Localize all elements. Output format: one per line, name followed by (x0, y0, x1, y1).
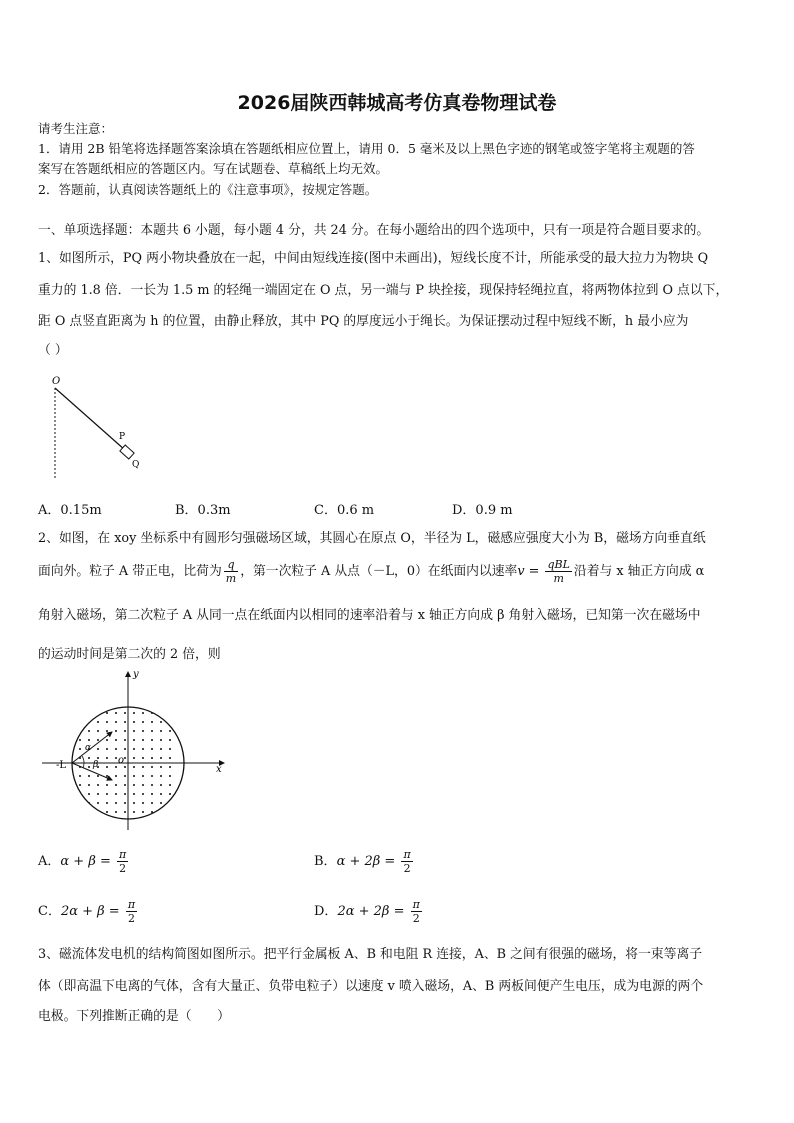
field-dot (124, 730, 126, 732)
neg-L-label: -L (56, 760, 67, 771)
field-dot (106, 712, 108, 714)
charge-mass-fraction: $\frac{q}{m}$ (225, 558, 237, 585)
beta-label: β (93, 760, 99, 770)
field-dot (79, 784, 81, 786)
field-dot (106, 802, 108, 804)
field-dot (169, 757, 171, 759)
field-dot (142, 802, 144, 804)
field-dot (88, 766, 90, 768)
field-dot (169, 730, 171, 732)
field-dot (151, 739, 153, 741)
field-dot (151, 793, 153, 795)
q1-text: 距 O 点竖直距离为 h 的位置，由静止释放，其中 PQ 的厚度远小于绳长。为保证摆动过程中短线不断，h 最小应为 (38, 314, 689, 329)
field-dot (124, 766, 126, 768)
field-dot (160, 730, 162, 732)
field-dot (151, 811, 153, 813)
field-dot (124, 784, 126, 786)
field-dot (160, 748, 162, 750)
field-dot (160, 811, 162, 813)
field-dot (106, 811, 108, 813)
field-dot (88, 793, 90, 795)
field-dot (169, 775, 171, 777)
field-dot (88, 757, 90, 759)
field-dot (160, 775, 162, 777)
field-dot (151, 730, 153, 732)
q2-text-line2 (38, 558, 758, 585)
q2-magnetic-field-figure (38, 668, 238, 833)
field-dot (151, 721, 153, 723)
field-dot (88, 739, 90, 741)
field-dot (79, 712, 81, 714)
q1-option-d: D．0.9 m (452, 503, 513, 518)
notice-heading: 请考生注意： (38, 121, 114, 136)
field-dot (97, 793, 99, 795)
field-dot (133, 721, 135, 723)
field-dot (115, 730, 117, 732)
page-title: 2026届陕西韩城高考仿真卷物理试卷 (237, 92, 557, 114)
field-dot (124, 793, 126, 795)
field-dot (142, 757, 144, 759)
field-dot (79, 748, 81, 750)
field-dot (88, 775, 90, 777)
field-dot (169, 739, 171, 741)
field-dot (79, 811, 81, 813)
field-dot (142, 712, 144, 714)
q1-text: 重力的 1.8 倍．一长为 1.5 m 的轻绳一端固定在 O 点，另一端与 P 块拴接，现保持轻绳拉直，将两物体拉到 O 点以下， (38, 283, 729, 298)
field-dot (142, 721, 144, 723)
field-dot (97, 730, 99, 732)
field-dot (124, 811, 126, 813)
field-dot (133, 793, 135, 795)
field-dot (115, 712, 117, 714)
field-dot (160, 802, 162, 804)
field-dot (115, 793, 117, 795)
field-dot (124, 775, 126, 777)
field-dot (133, 775, 135, 777)
q3-text: 体（即高温下电离的气体，含有大量正、负带电粒子）以速度 v 喷入磁场，A、B 两板间便产生电压，成为电源的两个 (38, 979, 704, 994)
field-dot (142, 811, 144, 813)
field-dot (106, 721, 108, 723)
field-dot (115, 757, 117, 759)
velocity-symbol: v = (517, 564, 544, 579)
field-dot (133, 712, 135, 714)
field-dot (97, 739, 99, 741)
velocity-fraction: $\frac{\text{qBL}}{m}$ (547, 558, 570, 585)
field-dot (169, 721, 171, 723)
field-dot (160, 766, 162, 768)
field-dot (124, 757, 126, 759)
q2-text: 沿着与 x 轴正方向成 α (573, 564, 705, 579)
field-dot (106, 766, 108, 768)
q3-text: 电极。下列推断正确的是（ ） (38, 1009, 230, 1024)
q1-option-a: A．0.15m (38, 503, 102, 518)
field-dot (160, 757, 162, 759)
field-dot (97, 802, 99, 804)
q1-text: 1、如图所示，PQ 两小物块叠放在一起，中间由短线连接(图中未画出)，短线长度不计，所能承受的最大拉力为物块 Q (38, 251, 709, 266)
field-dot (79, 721, 81, 723)
field-dot (115, 739, 117, 741)
notice-item: 1．请用 2B 铅笔将选择题答案涂填在答题纸相应位置上，请用 0．5 毫米及以上黑色字迹的钢笔或签字笔将主观题的答 (38, 141, 695, 156)
field-dot (160, 793, 162, 795)
field-dot (124, 739, 126, 741)
field-dot (169, 793, 171, 795)
field-dot (115, 775, 117, 777)
field-dot (151, 766, 153, 768)
field-dot (97, 775, 99, 777)
field-dot (124, 721, 126, 723)
q2-option-a: A．α + β = $\frac{\pi}{2}$ (38, 848, 127, 875)
field-dot (106, 793, 108, 795)
field-dot (142, 766, 144, 768)
field-dot (106, 784, 108, 786)
field-dot (142, 793, 144, 795)
field-dot (115, 811, 117, 813)
section-heading: 一、单项选择题：本题共 6 小题，每小题 4 分，共 24 分。在每小题给出的四个选项中，只有一项是符合题目要求的。 (38, 223, 710, 238)
q2-text: 的运动时间是第二次的 2 倍，则 (38, 647, 221, 662)
field-dot (79, 775, 81, 777)
field-dot (160, 721, 162, 723)
field-dot (115, 721, 117, 723)
field-dot (160, 739, 162, 741)
field-dot (97, 757, 99, 759)
field-dot (160, 784, 162, 786)
q1-pendulum-figure (40, 370, 160, 485)
field-dot (133, 811, 135, 813)
q2-text: 面向外。粒子 A 带正电，比荷为 (38, 564, 222, 579)
field-dot (115, 802, 117, 804)
q1-option-b: B．0.3m (175, 503, 231, 518)
field-dot (133, 748, 135, 750)
field-dot (169, 712, 171, 714)
field-dot (106, 775, 108, 777)
field-dot (160, 712, 162, 714)
field-dot (115, 784, 117, 786)
field-dot (142, 775, 144, 777)
field-dot (169, 748, 171, 750)
q2-text: 角射入磁场，第二次粒子 A 从同一点在纸面内以相同的速率沿着与 x 轴正方向成 β 角射入磁场，已知第一次在磁场中 (38, 608, 701, 623)
field-dot (133, 730, 135, 732)
q2-option-d: D．2α + 2β = $\frac{\pi}{2}$ (314, 898, 420, 925)
notice-item: 2．答题前，认真阅读答题纸上的《注意事项》，按规定答题。 (38, 182, 378, 197)
field-dot (169, 811, 171, 813)
field-dot (79, 802, 81, 804)
field-dot (88, 811, 90, 813)
field-dot (88, 784, 90, 786)
field-dot (142, 730, 144, 732)
field-dot (115, 766, 117, 768)
field-dot (133, 766, 135, 768)
field-dot (97, 748, 99, 750)
field-dot (115, 748, 117, 750)
field-dot (88, 730, 90, 732)
field-dot (133, 784, 135, 786)
field-dot (97, 712, 99, 714)
field-dot (124, 748, 126, 750)
field-dot (124, 712, 126, 714)
field-dot (151, 757, 153, 759)
label-P: P (119, 432, 126, 442)
field-dot (106, 730, 108, 732)
field-dot (79, 730, 81, 732)
field-dot (151, 775, 153, 777)
field-dot (142, 739, 144, 741)
field-dot (124, 802, 126, 804)
axis-x-label: x (216, 764, 222, 775)
field-dot (106, 739, 108, 741)
notice-item: 案写在答题纸相应的答题区内。写在试题卷、草稿纸上均无效。 (38, 161, 389, 176)
alpha-label: α (85, 743, 92, 753)
q2-text: ，第一次粒子 A 从点（－L，0）在纸面内以速率 (240, 564, 518, 579)
field-dot (169, 784, 171, 786)
origin-label: o (118, 755, 125, 766)
field-dot (169, 802, 171, 804)
field-dot (106, 757, 108, 759)
axis-y-label: y (133, 669, 139, 680)
q2-text: 2、如图，在 xoy 坐标系中有圆形匀强磁场区域，其圆心在原点 O，半径为 L，磁感应强度大小为 B，磁场方向垂直纸 (38, 531, 706, 546)
field-dot (151, 784, 153, 786)
q2-option-b: B．α + 2β = $\frac{\pi}{2}$ (314, 848, 411, 875)
field-dot (133, 739, 135, 741)
field-dot (97, 784, 99, 786)
q2-option-c: C．2α + β = $\frac{\pi}{2}$ (38, 898, 136, 925)
q1-option-c: C．0.6 m (314, 503, 375, 518)
field-dot (142, 784, 144, 786)
field-dot (106, 748, 108, 750)
q1-text: （ ） (38, 343, 68, 358)
field-dot (151, 748, 153, 750)
field-dot (133, 757, 135, 759)
field-dot (151, 802, 153, 804)
field-dot (88, 712, 90, 714)
label-Q: Q (132, 460, 140, 470)
label-O: O (52, 376, 61, 387)
field-dot (79, 739, 81, 741)
field-dot (133, 802, 135, 804)
q3-text: 3、磁流体发电机的结构简图如图所示。把平行金属板 A、B 和电阻 R 连接，A、B 之间有很强的磁场，将一束等离子 (38, 947, 703, 962)
field-dot (142, 748, 144, 750)
field-dot (169, 766, 171, 768)
field-dot (97, 721, 99, 723)
